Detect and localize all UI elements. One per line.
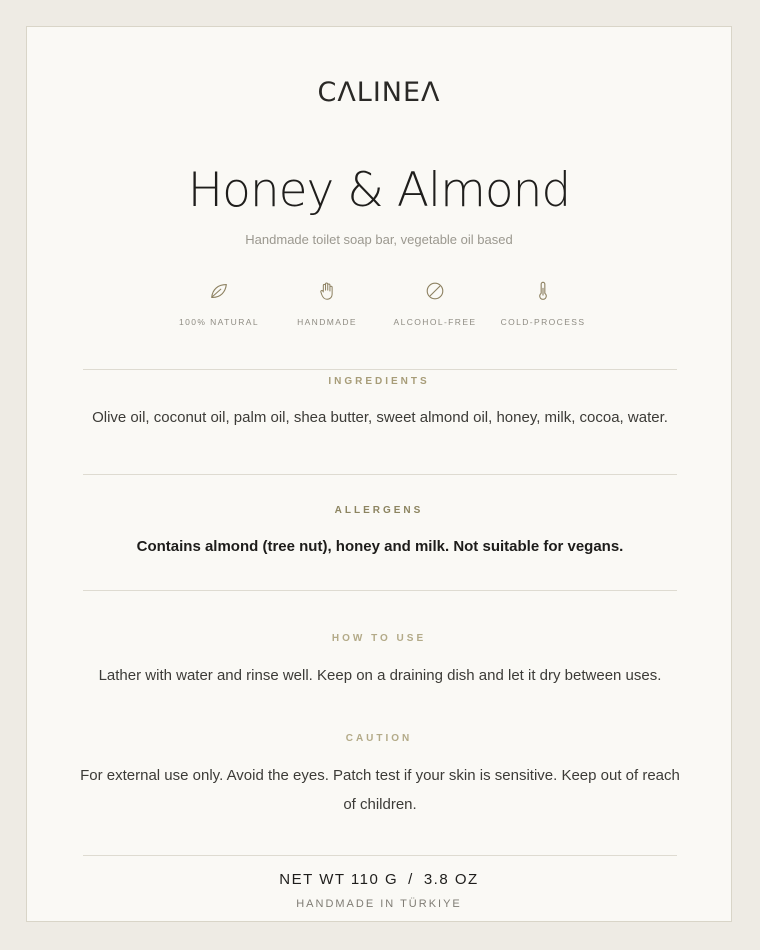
- divider: [83, 474, 677, 475]
- net-weight: [27, 871, 731, 888]
- net-weight-imperial: 3.8 OZ: [423, 871, 479, 888]
- how-to-use-text: Lather with water and rinse well. Keep on a draining dish and let it dry between uses.: [98, 667, 662, 684]
- divider: [83, 590, 677, 591]
- net-weight-metric: NET WT 110 G: [279, 871, 399, 888]
- divider: [83, 855, 677, 856]
- badge-label: 100% NATURAL: [179, 317, 259, 327]
- badge-cold-process: [489, 280, 597, 327]
- thermometer-icon: [532, 280, 554, 302]
- badge-alcohol-free: [381, 280, 489, 327]
- origin-text: HANDMADE IN TÜRKIYE: [296, 898, 462, 910]
- brand-logo: CΛLINEΛ: [317, 77, 441, 108]
- how-to-use-heading: HOW TO USE: [331, 633, 427, 644]
- divider: [83, 369, 677, 370]
- caution-text: For external use only. Avoid the eyes. Patch test if your skin is sensitive. Keep out of reach of children.: [80, 767, 680, 813]
- feature-badges: [165, 280, 597, 330]
- product-label-card: [26, 26, 732, 922]
- ingredients-heading: INGREDIENTS: [328, 376, 430, 387]
- badge-label: ALCOHOL-FREE: [393, 317, 477, 327]
- allergens-heading: ALLERGENS: [334, 505, 424, 516]
- leaf-icon: [208, 280, 230, 302]
- badge-label: HANDMADE: [297, 317, 357, 327]
- hand-icon: [316, 280, 338, 302]
- allergens-text: Contains almond (tree nut), honey and milk. Not suitable for vegans.: [136, 538, 624, 555]
- caution-heading: CAUTION: [345, 733, 413, 744]
- ingredients-text: Olive oil, coconut oil, palm oil, shea butter, sweet almond oil, honey, milk, cocoa, water.: [92, 409, 668, 426]
- product-title: Honey & Almond: [187, 163, 571, 218]
- badge-label: COLD-PROCESS: [500, 317, 586, 327]
- no-alcohol-icon: [424, 280, 446, 302]
- product-subtitle: Handmade toilet soap bar, vegetable oil based: [245, 232, 513, 247]
- badge-handmade: [273, 280, 381, 327]
- badge-natural: [165, 280, 273, 327]
- net-weight-separator: /: [408, 871, 414, 888]
